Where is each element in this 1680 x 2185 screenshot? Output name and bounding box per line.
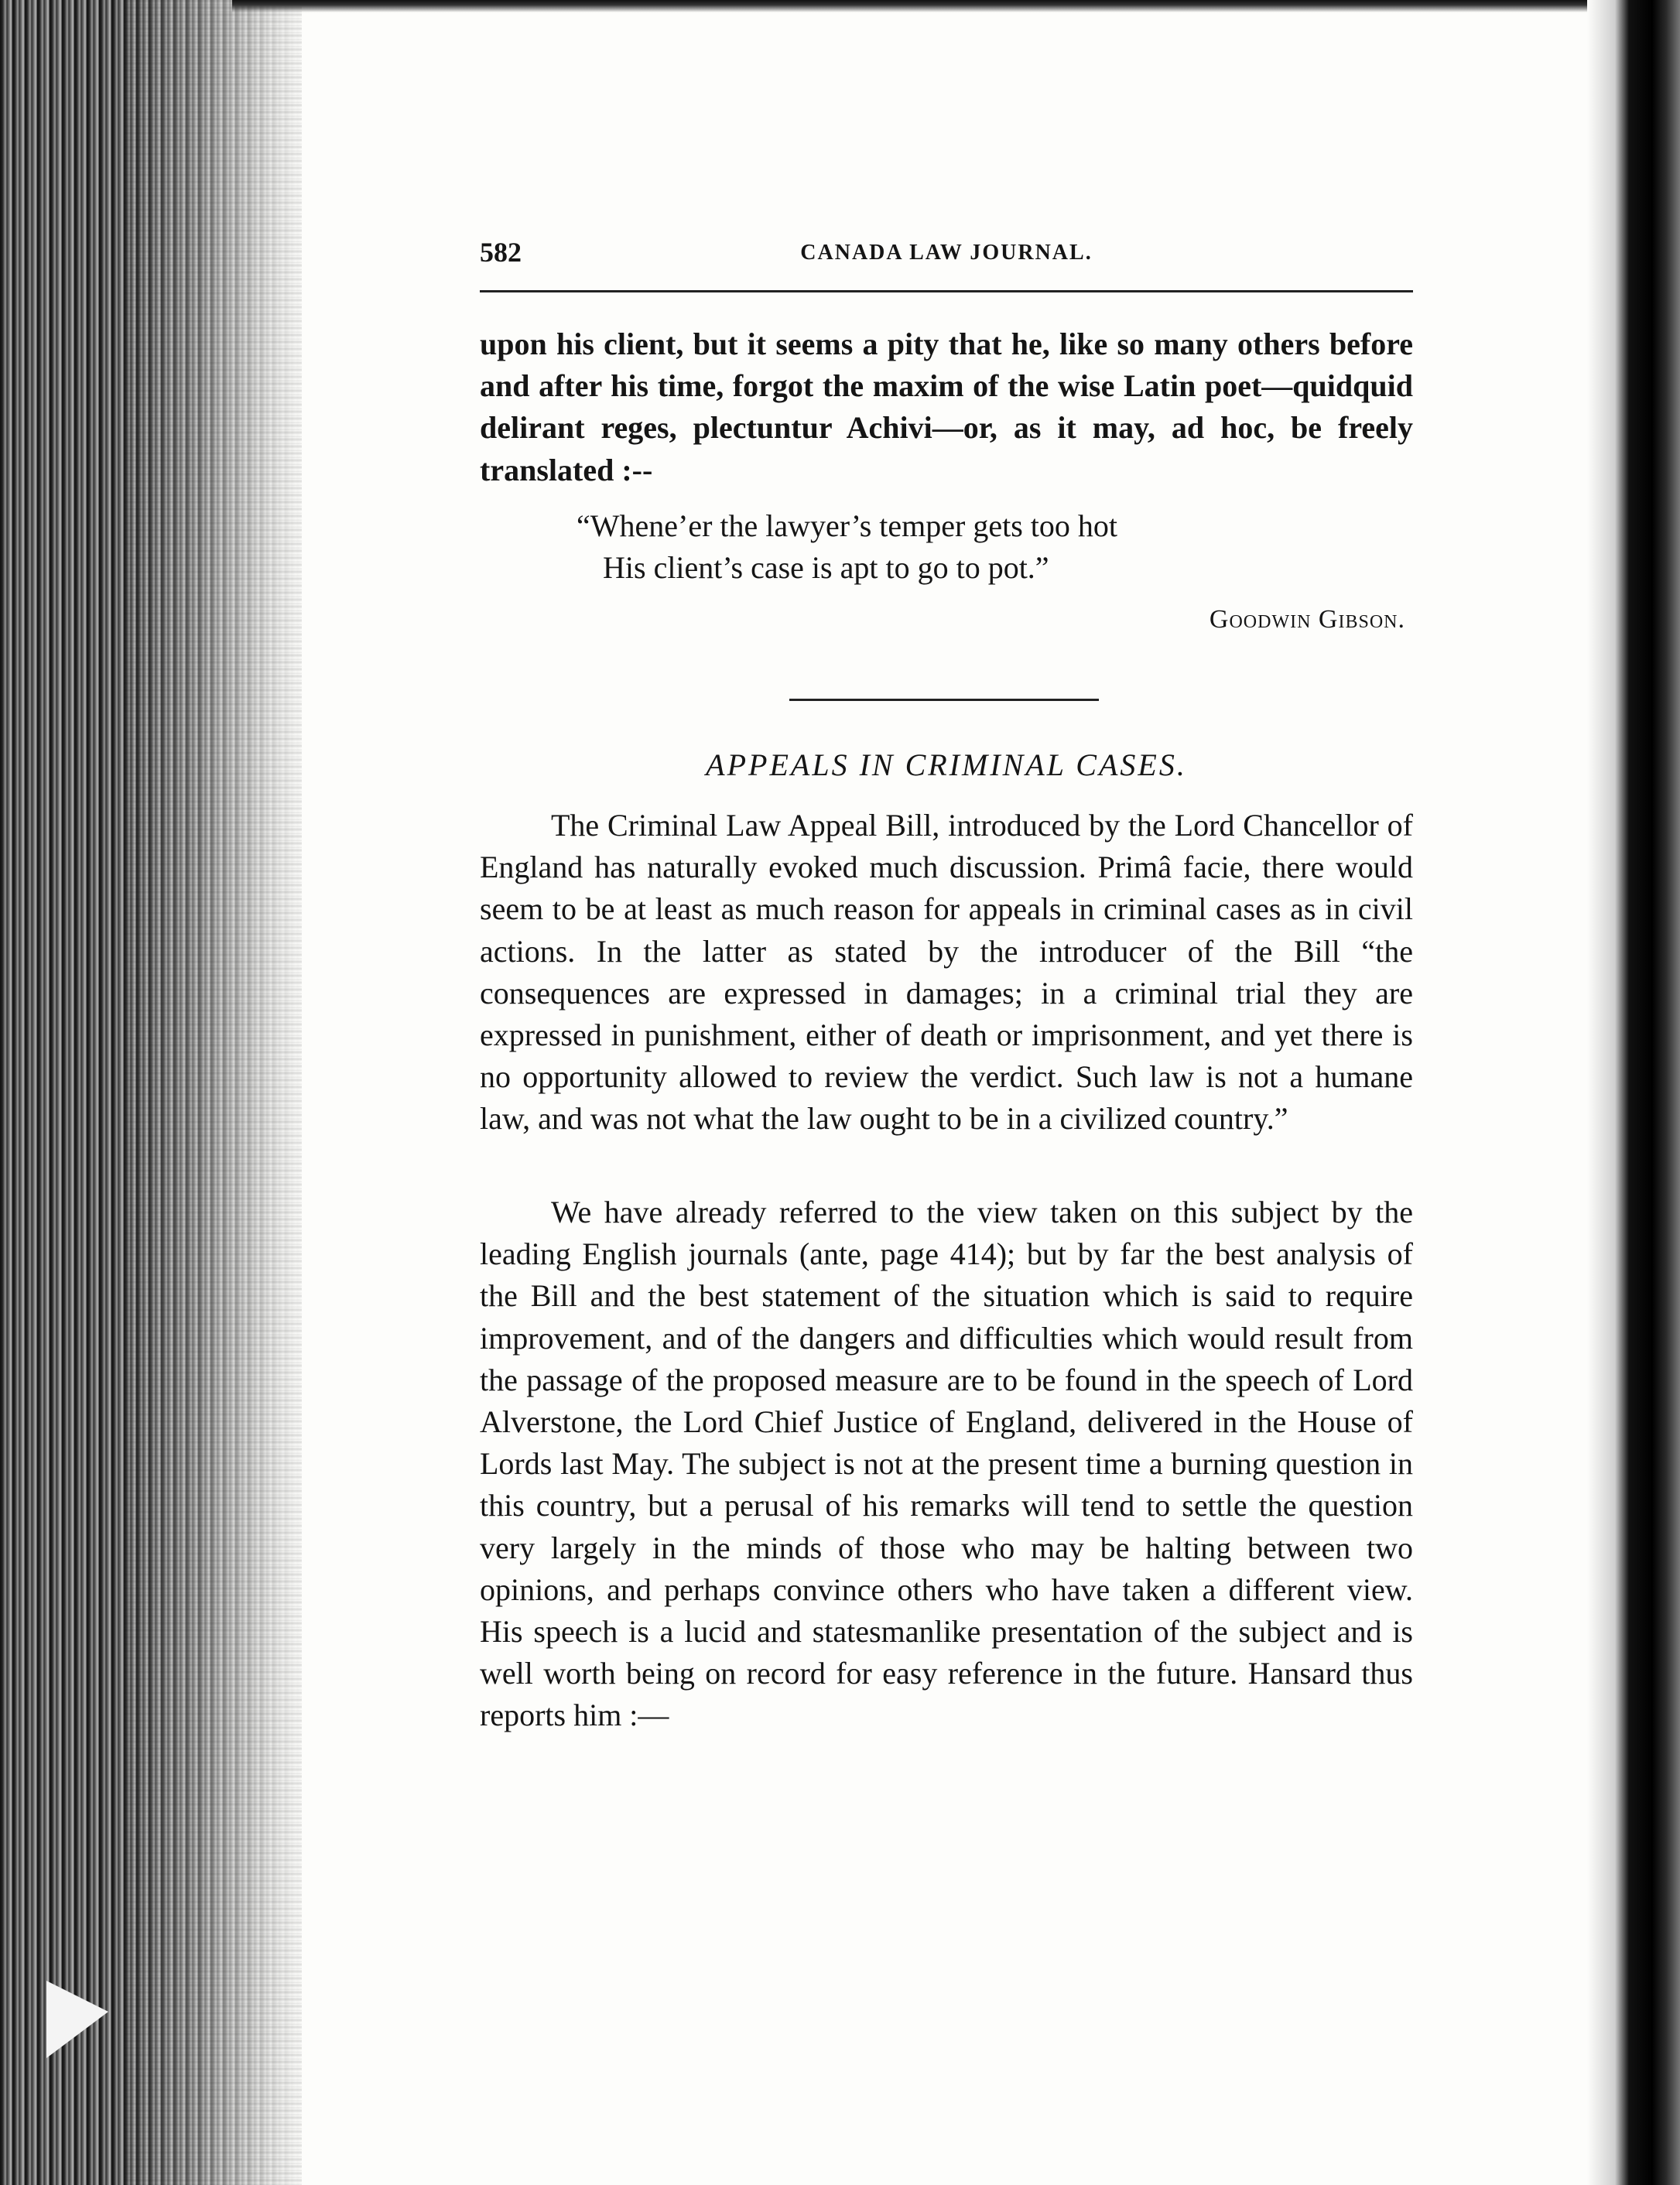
scanner-artifact xyxy=(46,1981,108,2058)
verse-quote xyxy=(577,505,1117,589)
paragraph-1: upon his client, but it seems a pity that he, like so many others before and after his time, forgot the maxim of the wise Latin poet—quidquid delirant reges, plectuntur Achivi—or, as it may, ad hoc, be freely translated :-- xyxy=(480,327,1413,487)
page-top-edge xyxy=(232,0,1680,12)
verse-line-2: His client’s case is apt to go to pot.” xyxy=(603,550,1049,585)
header-rule xyxy=(480,290,1413,292)
page-number: 582 xyxy=(480,237,522,268)
article-title: APPEALS IN CRIMINAL CASES. xyxy=(706,747,1187,782)
paragraph-3: We have already referred to the view taken on this subject by the leading English journals (ante, page 414); but by far the best analysis of the Bill and the best statement of the situation which is said to require improvement, and of the dangers and difficulties which would result from the passage of the proposed measure are to be found in the speech of Lord Alverstone, the Lord Chief Justice of England, delivered in the House of Lords last May. The subject is not at the present time a burning question in this country, but a perusal of his remarks will tend to settle the question very largely in the minds of those who may be halting between two opinions, and perhaps convince others who have taken a different view. His speech is a lucid and statesmanlike presentation of the subject and is well worth being on record for easy reference in the future. Hansard thus reports him :— xyxy=(480,1195,1413,1733)
section-divider xyxy=(789,699,1099,701)
gutter-scan-noise xyxy=(124,0,302,2185)
paragraph-2: The Criminal Law Appeal Bill, introduced by the Lord Chancellor of England has naturally evoked much discussion. Primâ facie, there would seem to be at least as much reason for appeals in criminal cases as in civil actions. In the latter as stated by the introducer of the Bill “the consequences are expressed in damages; in a criminal trial they are expressed in punishment, either of death or imprisonment, and yet there is no opportunity allowed to review the verdict. Such law is not a humane law, and was not what the law ought to be in a civilized country.” xyxy=(480,808,1413,1137)
page-right-edge xyxy=(1587,0,1680,2185)
running-head: CANADA LAW JOURNAL. xyxy=(800,241,1093,265)
page-header xyxy=(480,236,1413,275)
author-signature: Goodwin Gibson. xyxy=(1209,605,1405,634)
verse-line-1: “Whene’er the lawyer’s temper gets too hot xyxy=(577,508,1117,543)
